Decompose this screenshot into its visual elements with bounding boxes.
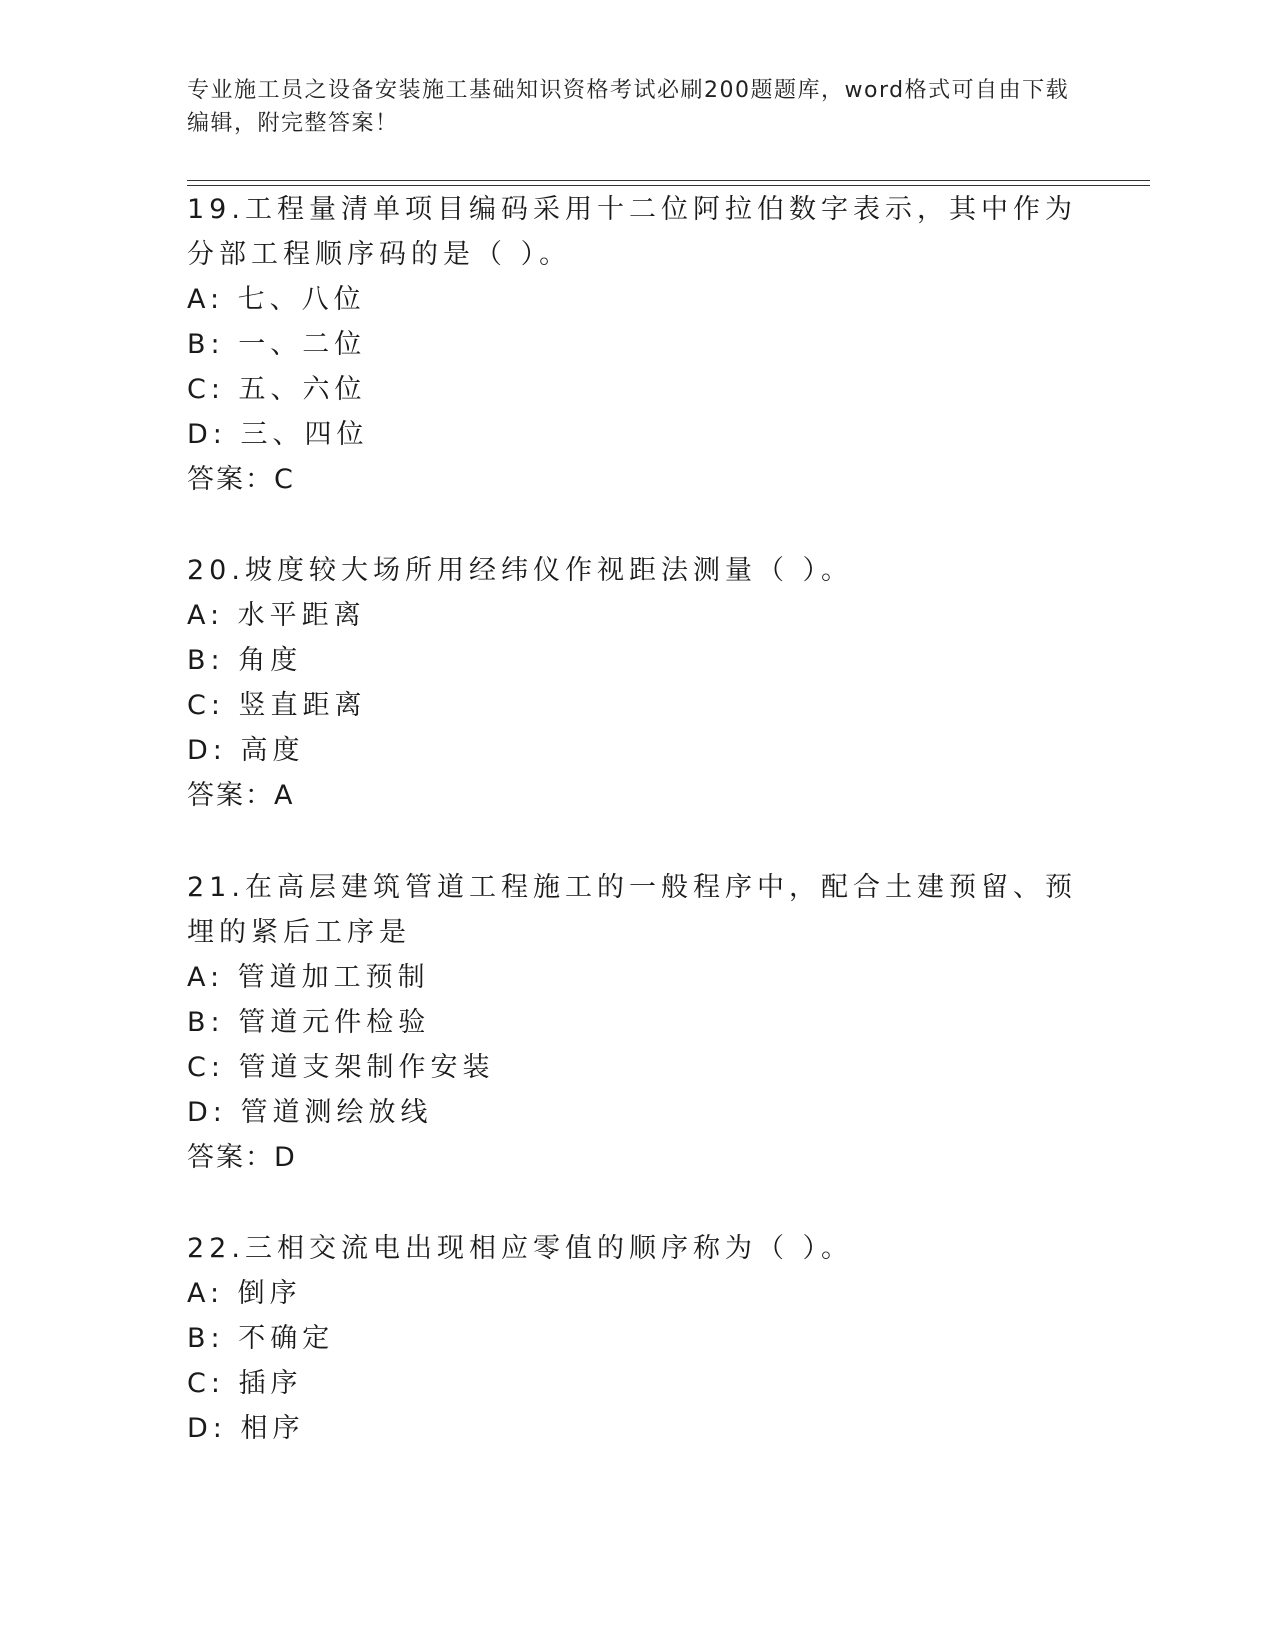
header-divider-top bbox=[187, 180, 1150, 181]
question-21 bbox=[187, 865, 1087, 1180]
option-b: B: 一、二位 bbox=[187, 329, 367, 360]
option-c: C: 插序 bbox=[187, 1368, 303, 1399]
question-20 bbox=[187, 548, 1087, 818]
option-d: D: 管道测绘放线 bbox=[187, 1097, 433, 1128]
option-a: A: 管道加工预制 bbox=[187, 962, 430, 993]
option-b: B: 不确定 bbox=[187, 1323, 335, 1354]
option-c: C: 竖直距离 bbox=[187, 690, 367, 721]
question-stem: 22.三相交流电出现相应零值的顺序称为（ ）。 bbox=[187, 1233, 854, 1264]
option-c: C: 管道支架制作安装 bbox=[187, 1052, 495, 1083]
option-d: D: 高度 bbox=[187, 735, 305, 766]
answer: 答案：C bbox=[187, 464, 295, 495]
question-stem: 20.坡度较大场所用经纬仪作视距法测量（ ）。 bbox=[187, 555, 854, 586]
option-a: A: 倒序 bbox=[187, 1278, 302, 1309]
option-a: A: 七、八位 bbox=[187, 284, 366, 315]
option-d: D: 三、四位 bbox=[187, 419, 369, 450]
answer: 答案：A bbox=[187, 780, 295, 811]
option-a: A: 水平距离 bbox=[187, 600, 366, 631]
option-d: D: 相序 bbox=[187, 1413, 305, 1444]
header-divider-bottom bbox=[187, 185, 1150, 186]
question-19 bbox=[187, 187, 1087, 502]
question-stem: 19.工程量清单项目编码采用十二位阿拉伯数字表示，其中作为分部工程顺序码的是（ ）。 bbox=[187, 194, 1077, 270]
option-b: B: 角度 bbox=[187, 645, 303, 676]
question-22 bbox=[187, 1226, 1087, 1451]
option-b: B: 管道元件检验 bbox=[187, 1007, 431, 1038]
option-c: C: 五、六位 bbox=[187, 374, 367, 405]
question-stem: 21.在高层建筑管道工程施工的一般程序中，配合土建预留、预埋的紧后工序是 bbox=[187, 872, 1077, 948]
document-header: 专业施工员之设备安装施工基础知识资格考试必刷200题题库，word格式可自由下载编辑，附完整答案！ bbox=[187, 78, 1070, 136]
answer: 答案：D bbox=[187, 1142, 297, 1173]
